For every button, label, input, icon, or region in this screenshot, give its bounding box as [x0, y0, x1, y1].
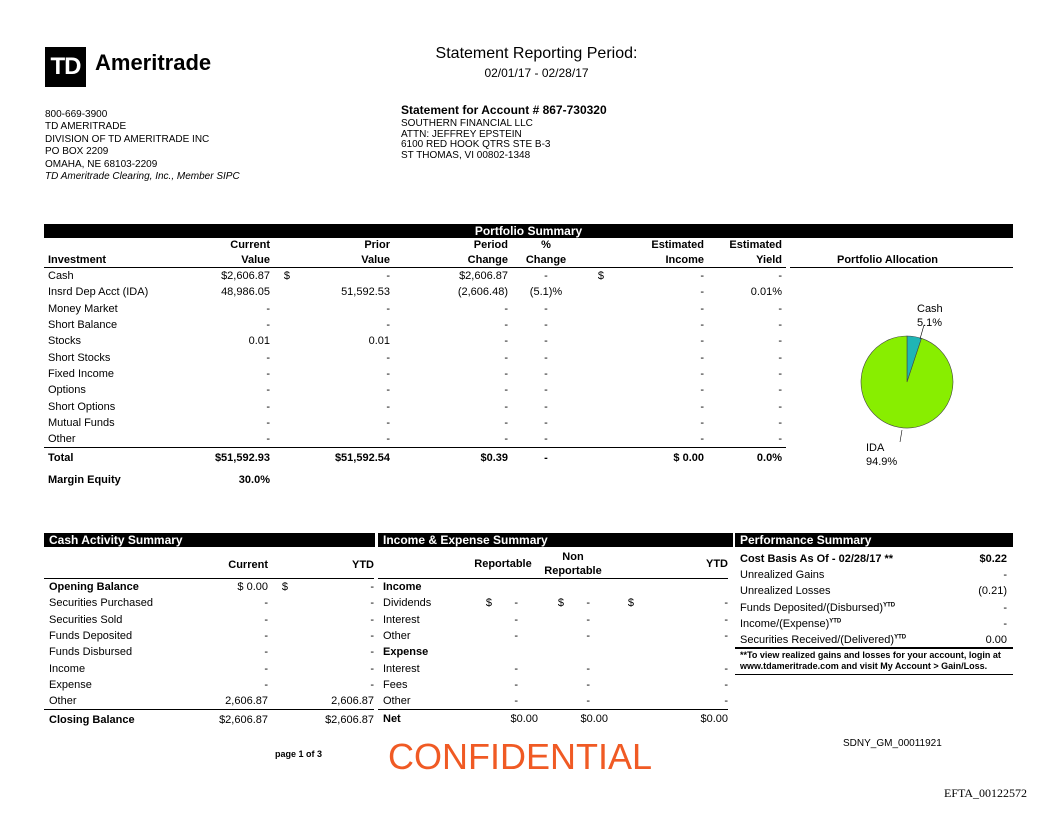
col-est-yield: Estimated	[729, 239, 782, 251]
investment-name: Mutual Funds	[48, 416, 115, 429]
broker-line: TD AMERITRADE	[45, 121, 127, 133]
est-income: -	[700, 302, 704, 315]
table-row	[44, 366, 786, 382]
est-yield: -	[778, 416, 782, 429]
table-row	[44, 398, 786, 414]
prior-value: -	[386, 351, 390, 364]
period-change: -	[504, 400, 508, 413]
col-pct: %	[541, 239, 551, 251]
doc-id: SDNY_GM_00011921	[843, 738, 942, 749]
est-yield: -	[778, 335, 782, 348]
current-value: -	[266, 319, 270, 332]
cost-basis-value: $0.22	[979, 552, 1007, 565]
currency-symbol	[584, 333, 604, 349]
col-investment: Investment	[48, 253, 107, 266]
ida-label: IDA	[866, 442, 885, 454]
table-row	[378, 693, 728, 710]
est-income: -	[700, 384, 704, 397]
prior-value: 51,592.53	[341, 286, 390, 299]
current-value: -	[264, 597, 268, 610]
broker-address	[45, 109, 240, 183]
prior-value: -	[386, 319, 390, 332]
prior-value: -	[386, 416, 390, 429]
spacer	[268, 612, 288, 628]
perf-value: -	[1003, 569, 1007, 582]
perf-label-cell	[735, 616, 955, 632]
spacer	[268, 644, 288, 660]
broker-line: PO BOX 2209	[45, 146, 109, 158]
pct-change: (5.1)%	[529, 286, 563, 299]
reportable-value: -	[514, 695, 518, 708]
table-row	[44, 268, 786, 285]
est-yield: -	[778, 384, 782, 397]
currency-symbol	[270, 349, 290, 365]
reportable-value: -	[514, 662, 518, 675]
col-pct-2: Change	[525, 253, 567, 266]
total-row: Total $51,592.93 $51,592.54 $0.39 - $ 0.00 0.0%	[44, 448, 786, 469]
investment-name: Options	[48, 384, 86, 397]
col-est-income-2: Income	[665, 253, 704, 266]
ytd-value: -	[724, 678, 728, 691]
est-income: -	[700, 319, 704, 332]
efta-id: EFTA_00122572	[944, 786, 1028, 800]
table-row	[735, 600, 1013, 616]
account-line: ATTN: JEFFREY EPSTEIN	[401, 128, 522, 140]
pct-change: -	[544, 351, 548, 364]
margin-equity-row: Margin Equity 30.0%	[48, 474, 270, 487]
allocation-title: Portfolio Allocation	[836, 254, 939, 266]
investment-name: Fixed Income	[48, 367, 115, 380]
table-row	[378, 677, 728, 693]
cost-basis-label: Cost Basis As Of - 02/28/17 **	[740, 552, 894, 565]
currency-symbol	[584, 301, 604, 317]
table-row	[44, 333, 786, 349]
ytd-value: -	[724, 613, 728, 626]
broker-line: DIVISION OF TD AMERITRADE INC	[45, 133, 210, 145]
non-reportable-value: -	[586, 597, 590, 610]
current-value: 0.01	[248, 335, 270, 348]
perf-value: (0.21)	[978, 585, 1007, 598]
spacer	[468, 677, 492, 693]
logo-wordmark: Ameritrade	[95, 50, 212, 75]
row-label: Income	[49, 662, 86, 675]
currency-symbol	[584, 349, 604, 365]
pct-change: -	[544, 319, 548, 332]
currency-symbol	[468, 628, 492, 644]
spacer	[468, 660, 492, 676]
prior-value: -	[386, 367, 390, 380]
ytd-value: 2,606.87	[331, 695, 374, 708]
reportable-value: -	[514, 678, 518, 691]
income-expense-table: Reportable Non Reportable YTD Income Dividends $ - $ - $ - Interest - - - Other - - - Expense Interest - - - Fees - - - Other - - - Net $0.00 $0.00 $0.00	[378, 549, 728, 727]
allocation-pie-chart	[840, 290, 990, 480]
table-row	[735, 616, 1013, 632]
period-change: -	[504, 416, 508, 429]
closing-balance-row: Closing Balance $2,606.87 $2,606.87	[44, 710, 374, 730]
row-label: Other	[49, 695, 77, 708]
currency-symbol	[584, 366, 604, 382]
table-row	[44, 628, 374, 644]
currency-symbol	[270, 317, 290, 333]
investment-name: Other	[48, 433, 76, 446]
col-period: Period	[473, 239, 508, 251]
cash-label: Cash	[917, 303, 943, 315]
current-value: -	[264, 613, 268, 626]
period-title: Statement Reporting Period:	[435, 45, 638, 62]
current-value: -	[266, 433, 270, 446]
ytd-superscript: YTD	[894, 634, 907, 641]
pct-change: -	[544, 335, 548, 348]
currency-symbol: $	[557, 597, 564, 610]
investment-name: Cash	[48, 270, 74, 283]
ytd-value: -	[370, 662, 374, 675]
currency-symbol	[608, 612, 634, 628]
est-income: -	[700, 351, 704, 364]
est-yield: -	[778, 433, 782, 446]
confidential-stamp: CONFIDENTIAL	[388, 736, 653, 777]
col-est-income: Estimated	[651, 239, 704, 251]
table-row	[44, 415, 786, 431]
row-label: Funds Deposited	[49, 630, 133, 643]
row-label: Securities Sold	[49, 613, 123, 626]
pct-change: -	[544, 416, 548, 429]
current-value: $2,606.87	[221, 270, 270, 283]
broker-line: OMAHA, NE 68103-2209	[45, 158, 158, 170]
ytd-value: -	[370, 630, 374, 643]
col-period-2: Change	[467, 253, 508, 266]
row-label: Securities Purchased	[49, 597, 153, 610]
account-line: SOUTHERN FINANCIAL LLC	[401, 118, 533, 129]
current-value: -	[264, 662, 268, 675]
performance-table	[735, 550, 1013, 649]
page-number: page 1 of 3	[275, 749, 323, 759]
pie-slice-ida	[861, 336, 953, 428]
perf-label: Unrealized Losses	[740, 585, 831, 598]
spacer	[268, 595, 288, 611]
est-yield: -	[778, 367, 782, 380]
period-change: -	[504, 335, 508, 348]
currency-symbol	[608, 628, 634, 644]
investment-name: Short Balance	[48, 319, 118, 332]
spacer	[608, 660, 634, 676]
spacer	[538, 693, 564, 710]
ytd-superscript: YTD	[829, 618, 842, 625]
col-prior-2: Value	[361, 253, 390, 266]
est-income: -	[700, 367, 704, 380]
perf-label: Unrealized Gains	[740, 569, 825, 582]
current-value: -	[266, 384, 270, 397]
est-yield: 0.01%	[750, 286, 782, 299]
investment-name: Short Stocks	[48, 351, 111, 364]
spacer	[538, 660, 564, 676]
prior-value: 0.01	[368, 335, 390, 348]
table-row	[44, 382, 786, 398]
current-value: -	[266, 351, 270, 364]
cash-activity-title: Cash Activity Summary	[44, 533, 375, 547]
currency-symbol	[584, 415, 604, 431]
spacer	[268, 693, 288, 710]
performance-rule-bottom	[735, 674, 1013, 675]
period-change: -	[504, 302, 508, 315]
ytd-value: -	[370, 597, 374, 610]
table-row	[44, 612, 374, 628]
pct-change: -	[544, 433, 548, 446]
account-line: ST THOMAS, VI 00802-1348	[401, 149, 531, 161]
perf-label: Funds Deposited/(Disbursed)	[740, 601, 884, 614]
est-yield: -	[778, 302, 782, 315]
currency-symbol	[538, 628, 564, 644]
table-row	[44, 595, 374, 611]
period-change: (2,606.48)	[457, 286, 508, 299]
period-change: -	[504, 319, 508, 332]
prior-value: -	[386, 270, 390, 283]
current-value: -	[266, 302, 270, 315]
table-row	[378, 612, 728, 628]
est-yield: -	[778, 351, 782, 364]
col-prior: Prior	[364, 239, 390, 251]
table-row	[378, 628, 728, 644]
ytd-value: -	[724, 695, 728, 708]
table-row	[735, 583, 1013, 599]
table-row	[44, 317, 786, 333]
pct-change: -	[544, 384, 548, 397]
period-change: -	[504, 384, 508, 397]
current-value: -	[266, 367, 270, 380]
investment-name: Stocks	[48, 335, 82, 348]
period-range: 02/01/17 - 02/28/17	[484, 66, 589, 80]
col-current: Current	[230, 239, 270, 251]
perf-label: Securities Received/(Delivered)	[740, 634, 895, 647]
currency-symbol	[270, 366, 290, 382]
period-change: -	[504, 351, 508, 364]
current-value: -	[264, 646, 268, 659]
non-reportable-value: -	[586, 630, 590, 643]
spacer	[268, 660, 288, 676]
investment-name: Short Options	[48, 400, 116, 413]
pct-change: -	[544, 270, 548, 283]
portfolio-summary-title: Portfolio Summary	[44, 224, 1013, 238]
td-logo-mark: TD	[45, 47, 86, 87]
account-title: Statement for Account # 867-730320	[401, 103, 607, 117]
est-income: -	[700, 400, 704, 413]
ida-leader-line	[900, 430, 902, 442]
broker-phone: 800-669-3900	[45, 109, 108, 120]
row-label: Fees	[383, 678, 408, 691]
spacer	[608, 677, 634, 693]
row-label: Other	[383, 695, 411, 708]
table-row	[44, 284, 786, 300]
est-income: -	[700, 286, 704, 299]
prior-value: -	[386, 400, 390, 413]
table-row	[44, 693, 374, 710]
performance-rule	[735, 647, 1013, 648]
pct-change: -	[544, 367, 548, 380]
est-yield: -	[778, 319, 782, 332]
current-value: -	[266, 400, 270, 413]
portfolio-table	[44, 238, 786, 492]
income-expense-title: Income & Expense Summary	[378, 533, 733, 547]
account-address	[401, 119, 551, 161]
ytd-value: -	[370, 646, 374, 659]
perf-value: -	[1003, 601, 1007, 614]
opening-balance-row: Opening Balance $ 0.00 $ -	[49, 581, 374, 594]
perf-label-cell	[735, 600, 955, 616]
currency-symbol	[270, 284, 290, 300]
currency-symbol	[270, 333, 290, 349]
investment-name: Insrd Dep Acct (IDA)	[48, 286, 149, 299]
table-row	[44, 301, 786, 317]
table-row	[44, 660, 374, 676]
row-label: Interest	[383, 613, 420, 626]
ytd-value: -	[724, 630, 728, 643]
ida-pct-label: 94.9%	[866, 456, 898, 468]
est-income: -	[700, 433, 704, 446]
est-yield: -	[778, 270, 782, 283]
current-value: -	[266, 416, 270, 429]
reportable-value: -	[514, 597, 518, 610]
row-label: Interest	[383, 662, 420, 675]
table-row	[378, 595, 728, 611]
perf-value: -	[1003, 618, 1007, 631]
col-current-2: Value	[241, 253, 270, 266]
col-est-yield-2: Yield	[756, 253, 782, 266]
est-income: -	[700, 416, 704, 429]
currency-symbol: $	[597, 270, 604, 283]
row-label: Other	[383, 630, 411, 643]
currency-symbol	[270, 301, 290, 317]
currency-symbol: $	[485, 597, 492, 610]
currency-symbol	[584, 431, 604, 448]
non-reportable-value: -	[586, 613, 590, 626]
non-reportable-value: -	[586, 678, 590, 691]
currency-symbol: $	[627, 597, 634, 610]
investment-name: Money Market	[48, 302, 118, 315]
currency-symbol	[270, 398, 290, 414]
est-yield: -	[778, 400, 782, 413]
ytd-value: -	[724, 597, 728, 610]
currency-symbol	[270, 431, 290, 448]
performance-title: Performance Summary	[735, 533, 1013, 547]
row-label: Funds Disbursed	[49, 646, 133, 659]
period-change: -	[504, 433, 508, 446]
currency-symbol	[468, 612, 492, 628]
pct-change: -	[544, 400, 548, 413]
current-value: 2,606.87	[225, 695, 268, 708]
table-row	[44, 644, 374, 660]
currency-symbol: $	[283, 270, 290, 283]
row-label: Dividends	[383, 597, 432, 610]
perf-value: 0.00	[985, 634, 1007, 647]
broker-note: TD Ameritrade Clearing, Inc., Member SIPC	[45, 171, 240, 183]
spacer	[608, 693, 634, 710]
est-income: -	[700, 335, 704, 348]
prior-value: -	[386, 433, 390, 446]
ytd-superscript: YTD	[883, 602, 896, 609]
currency-symbol	[584, 398, 604, 414]
currency-symbol	[584, 382, 604, 398]
table-row	[44, 431, 786, 448]
table-row	[44, 349, 786, 365]
currency-symbol	[538, 612, 564, 628]
currency-symbol	[270, 382, 290, 398]
period-change: -	[504, 367, 508, 380]
currency-symbol	[584, 284, 604, 300]
cash-activity-table: Current YTD Opening Balance $ 0.00 $ - Securities Purchased - - Securities Sold - - Funds Deposited - - Funds Disbursed - - Income - - Expense - - Other 2,606.87 2,606.87 Closing Balance $2,606.87 $2,606.87	[44, 552, 374, 729]
performance-note: **To view realized gains and losses for your account, login at www.tdameritrade.com and visit My Account > Gain/Loss.	[740, 650, 1001, 671]
ytd-value: -	[370, 678, 374, 691]
cash-pct-label: 5.1%	[917, 317, 943, 329]
allocation-rule	[790, 267, 1013, 268]
current-value: -	[264, 678, 268, 691]
current-value: -	[264, 630, 268, 643]
non-reportable-value: -	[586, 695, 590, 708]
spacer	[468, 693, 492, 710]
row-label: Expense	[49, 678, 92, 691]
income-section-label: Income	[383, 581, 422, 594]
net-row: Net $0.00 $0.00 $0.00	[378, 710, 728, 728]
table-row	[44, 677, 374, 693]
spacer	[268, 677, 288, 693]
ytd-value: -	[724, 662, 728, 675]
current-value: 48,986.05	[221, 286, 270, 299]
account-line: 6100 RED HOOK QTRS STE B-3	[401, 139, 551, 150]
prior-value: -	[386, 384, 390, 397]
spacer	[538, 677, 564, 693]
spacer	[268, 628, 288, 644]
expense-section-label: Expense	[383, 646, 429, 659]
prior-value: -	[386, 302, 390, 315]
est-income: -	[700, 270, 704, 283]
reportable-value: -	[514, 613, 518, 626]
table-row	[378, 660, 728, 676]
currency-symbol	[584, 317, 604, 333]
period-change: $2,606.87	[459, 270, 508, 283]
reportable-value: -	[514, 630, 518, 643]
ytd-value: -	[370, 613, 374, 626]
table-row	[735, 567, 1013, 583]
non-reportable-value: -	[586, 662, 590, 675]
perf-label-cell	[735, 567, 955, 583]
perf-label-cell	[735, 583, 955, 599]
pct-change: -	[544, 302, 548, 315]
currency-symbol	[270, 415, 290, 431]
perf-label: Income/(Expense)	[740, 618, 830, 631]
